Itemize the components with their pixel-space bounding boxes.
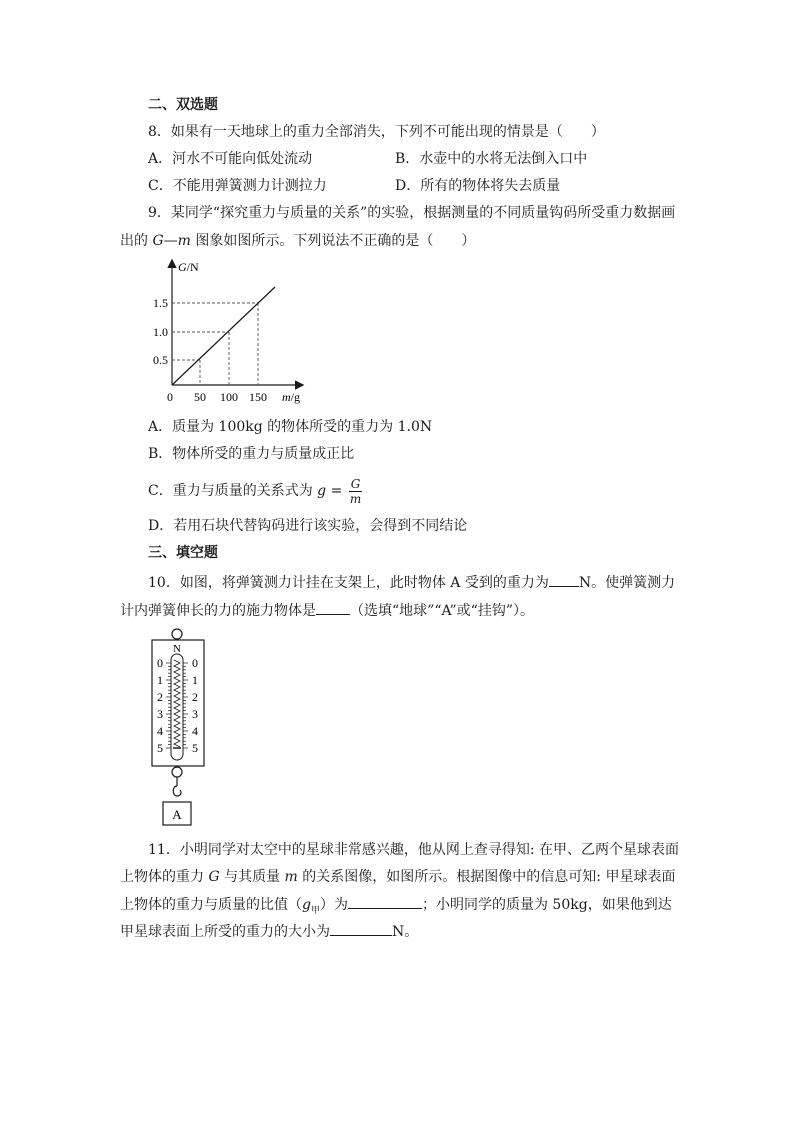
scale-mark-right: 0 xyxy=(192,656,198,670)
question-11-text: 与其质量 xyxy=(219,869,285,885)
variable-g-weight: G xyxy=(208,869,220,885)
question-9-option-c xyxy=(148,476,362,506)
question-9-stem-text-end: 图象如图所示。下列说法不正确的是（ ） xyxy=(190,233,476,249)
answer-blank[interactable] xyxy=(348,894,422,909)
fraction-g-over-m xyxy=(349,477,363,506)
scale-mark-right: 5 xyxy=(192,741,198,755)
question-11-text-end: 的关系图像，如图所示。根据图像中的信息可知: 甲星球表面 xyxy=(297,869,676,885)
x-axis-label: m/g xyxy=(282,390,301,404)
question-9-stem-line1: 9．某同学“探究重力与质量的关系”的实验，根据测量的不同质量钩码所受重力数据画 xyxy=(148,205,676,221)
scale-mark-left: 0 xyxy=(157,656,163,670)
y-axis-label: G/N xyxy=(178,260,199,274)
question-9-stem-line2 xyxy=(120,231,475,251)
question-10-line2 xyxy=(120,600,534,621)
g-m-graph xyxy=(140,255,315,407)
variable-m: m xyxy=(177,233,191,249)
hook-icon xyxy=(173,777,181,796)
question-8-option-b: B．水壶中的水将无法倒入口中 xyxy=(395,151,588,167)
question-9-option-d: D．若用石块代替钩码进行该实验，会得到不同结论 xyxy=(148,518,468,534)
y-tick-label: 0.5 xyxy=(153,353,168,367)
x-tick-label: 150 xyxy=(249,390,267,404)
scale-mark-left: 2 xyxy=(157,690,163,704)
question-11-text: 上物体的重力与质量的比值（ xyxy=(120,897,302,913)
fraction-numerator: G xyxy=(350,476,361,491)
scale-tube xyxy=(171,654,183,760)
answer-blank[interactable] xyxy=(330,921,392,936)
question-11-text-end: N。 xyxy=(392,924,419,940)
section-title-double-choice: 二、双选题 xyxy=(148,97,218,113)
subscript-jia: 甲 xyxy=(310,905,320,916)
dash: — xyxy=(163,233,178,249)
question-10-text: 计内弹簧伸长的力的施力物体是 xyxy=(120,603,316,619)
question-10-text-end: （选填“地球”“A”或“挂钩”）。 xyxy=(350,603,534,619)
variable-g: g xyxy=(317,483,327,499)
question-8-stem: 8．如果有一天地球上的重力全部消失，下列不可能出现的情景是（ ） xyxy=(148,124,605,140)
data-line xyxy=(172,287,275,385)
question-8-option-a: A．河水不可能向低处流动 xyxy=(148,151,313,167)
scale-mark-right: 1 xyxy=(192,673,198,687)
question-9-option-a: A．质量为 100kg 的物体所受的重力为 1.0N xyxy=(148,419,433,435)
variable-g: G xyxy=(152,233,164,249)
block-a-label: A xyxy=(172,807,182,822)
y-tick-label: 1.0 xyxy=(153,325,168,339)
question-10-line1 xyxy=(148,572,675,593)
answer-blank[interactable] xyxy=(316,600,350,615)
x-tick-label: 0 xyxy=(167,390,173,404)
question-8-option-d: D．所有的物体将失去质量 xyxy=(395,178,561,194)
fraction-denominator: m xyxy=(349,491,362,506)
scale-mark-right: 2 xyxy=(192,690,198,704)
question-11-line2 xyxy=(120,867,675,887)
question-9-option-b: B．物体所受的重力与质量成正比 xyxy=(148,446,355,462)
y-tick-label: 1.5 xyxy=(153,296,168,310)
question-11-text: ）为 xyxy=(319,897,348,913)
question-11-text: 甲星球表面上所受的重力的大小为 xyxy=(120,924,330,940)
scale-mark-left: 3 xyxy=(157,707,163,721)
section-title-fill-in: 三、填空题 xyxy=(148,545,218,561)
bottom-ring-icon xyxy=(172,767,182,777)
variable-m: m xyxy=(284,869,298,885)
question-11-line3 xyxy=(120,894,672,921)
question-10-text-end: N。使弹簧测力 xyxy=(578,575,676,591)
question-9-stem-text: 出的 xyxy=(120,233,153,249)
x-tick-label: 50 xyxy=(194,390,206,404)
scale-mark-right: 4 xyxy=(192,724,198,738)
question-8-option-c: C．不能用弹簧测力计测拉力 xyxy=(148,178,327,194)
answer-blank[interactable] xyxy=(549,572,579,587)
question-10-text: 10．如图，将弹簧测力计挂在支架上，此时物体 A 受到的重力为 xyxy=(148,575,549,591)
spring-scale-figure xyxy=(145,626,215,831)
question-11-text-end: ；小明同学的质量为 50kg，如果他到达 xyxy=(421,897,672,913)
question-11-line4 xyxy=(120,921,418,942)
option-c-text: C．重力与质量的关系式为 xyxy=(148,483,318,499)
question-11-line1: 11．小明同学对太空中的星球非常感兴趣，他从网上查寻得知: 在甲、乙两个星球表面 xyxy=(148,842,679,858)
scale-mark-left: 1 xyxy=(157,673,163,687)
x-tick-label: 100 xyxy=(220,390,238,404)
equals-sign: = xyxy=(326,483,347,499)
variable-g-ratio: g xyxy=(302,897,311,913)
question-11-text: 上物体的重力 xyxy=(120,869,209,885)
scale-unit-label: N xyxy=(173,643,181,655)
scale-mark-right: 3 xyxy=(192,707,198,721)
top-ring-icon xyxy=(172,629,182,639)
scale-mark-left: 5 xyxy=(157,741,163,755)
scale-mark-left: 4 xyxy=(157,724,163,738)
